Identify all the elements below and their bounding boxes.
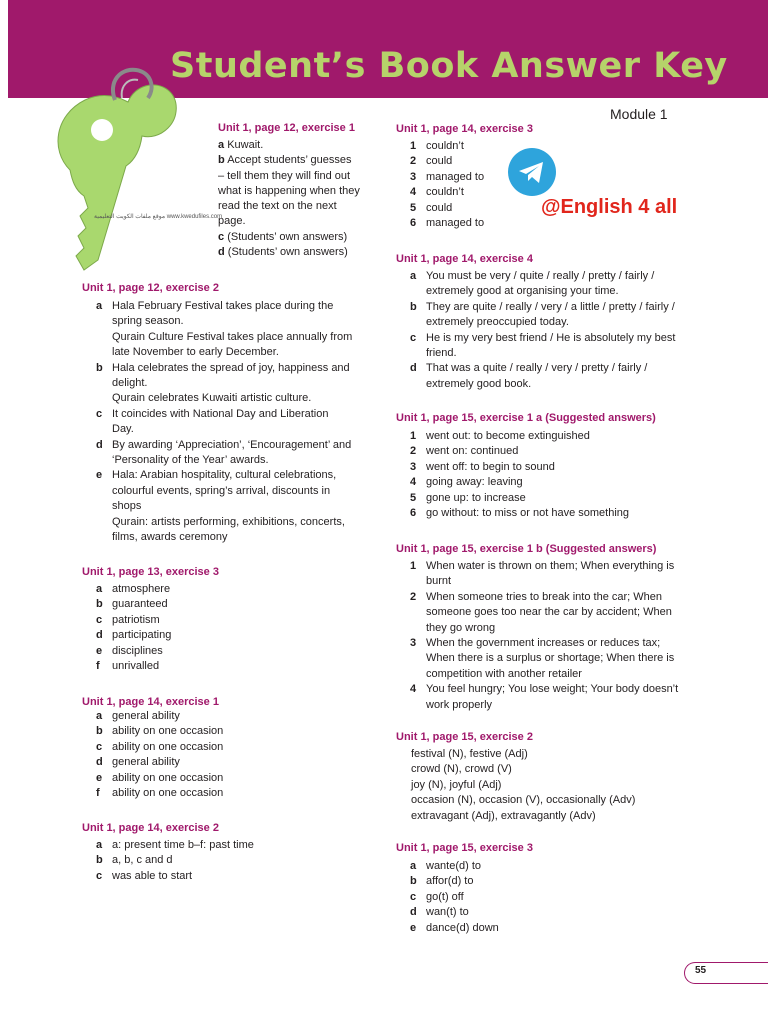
list-item: e disciplines [96, 644, 163, 657]
list-item: a Hala February Festival takes place during the spring season. Qurain Culture Festival takes place annually from late November to early December. [96, 300, 353, 359]
exercise-heading: Unit 1, page 13, exercise 3 [82, 566, 219, 578]
list-item: a You must be very / quite / really / pretty / fairly / extremely good at organising your time. [410, 270, 655, 298]
list-item: a wante(d) to [410, 860, 482, 872]
exercise-heading: Unit 1, page 15, exercise 1 b (Suggested answers) [396, 543, 657, 555]
answer-list [96, 299, 386, 546]
exercise-heading: Unit 1, page 14, exercise 2 [82, 822, 219, 834]
list-item: 6 managed to [410, 217, 485, 230]
answer-list [410, 859, 610, 936]
page-number: 55 [695, 965, 707, 976]
list-item: 1 When water is thrown on them; When everything is burnt [410, 560, 675, 588]
list-item: d general ability [96, 756, 180, 769]
watermark-text: موقع ملفات الكويت التعليمية www.kwedufiles.com [94, 214, 223, 220]
list-item: 2 could [410, 155, 453, 168]
answer-list [410, 269, 710, 392]
answer-list [96, 838, 346, 884]
exercise-heading: Unit 1, page 12, exercise 2 [82, 282, 219, 294]
answer-line: b Accept students’ guesses [218, 154, 352, 167]
list-item: c ability on one occasion [96, 740, 224, 753]
answer-line: a Kuwait. [218, 139, 264, 151]
page-title: Student’s Book Answer Key [170, 46, 728, 86]
exercise-heading: Unit 1, page 15, exercise 2 [396, 731, 533, 743]
list-item: 2 When someone tries to break into the car; When someone goes too near the car by accident; When they go wrong [410, 590, 672, 634]
list-item: e Hala: Arabian hospitality, cultural celebrations, colourful events, spring’s arrival, discounts in shops Qurain: artists performing, exhibitions, concerts, films, awards ceremony [96, 469, 345, 544]
list-item: 4 You feel hungry; You lose weight; Your body doesn’t work properly [410, 683, 679, 711]
exercise-heading: Unit 1, page 14, exercise 3 [396, 123, 533, 135]
list-item: e dance(d) down [410, 921, 499, 934]
exercise-answers [218, 138, 388, 260]
list-item: crowd (N), crowd (V) [411, 763, 512, 776]
key-icon [40, 60, 200, 280]
list-item: b They are quite / really / very / a little / pretty / fairly / extremely preoccupied today. [410, 300, 675, 329]
list-item: b Hala celebrates the spread of joy, happiness and delight. Qurain celebrates Kuwaiti artistic culture. [96, 361, 350, 405]
list-item: d participating [96, 629, 172, 642]
list-item: b affor(d) to [410, 875, 474, 888]
list-item: joy (N), joyful (Adj) [411, 778, 502, 791]
list-item: b guaranteed [96, 598, 168, 611]
list-item: f ability on one occasion [96, 787, 224, 800]
list-item: 3 When the government increases or reduces tax; When there is a surplus or shortage; When there is competition with another retailer [410, 637, 675, 680]
list-item: c It coincides with National Day and Liberation Day. [96, 407, 329, 436]
answer-line: read the text on the next [218, 200, 337, 213]
list-item: extravagant (Adj), extravagantly (Adv) [411, 809, 596, 822]
list-item: 3 managed to [410, 170, 485, 183]
list-item: c He is my very best friend / He is absolutely my best friend. [410, 331, 676, 360]
answer-line: c (Students’ own answers) [218, 230, 348, 243]
list-item: c go(t) off [410, 890, 464, 903]
list-item: a atmosphere [96, 583, 171, 595]
list-item: 1 went out: to become extinguished [410, 430, 590, 442]
module-label: Module 1 [610, 106, 668, 122]
answer-list [410, 559, 710, 713]
exercise-heading: Unit 1, page 14, exercise 4 [396, 253, 533, 265]
answer-list [410, 429, 710, 521]
list-item: 4 couldn’t [410, 186, 464, 199]
list-item: 3 went off: to begin to sound [410, 460, 555, 473]
answer-list [411, 747, 711, 824]
list-item: e ability on one occasion [96, 771, 224, 784]
list-item: 5 could [410, 201, 453, 214]
answer-line: page. [218, 215, 246, 228]
list-item: festival (N), festive (Adj) [411, 748, 528, 760]
answer-line: – tell them they will find out [218, 169, 351, 182]
answer-line: d (Students’ own answers) [218, 246, 348, 259]
list-item: a general ability [96, 710, 180, 722]
promo-text[interactable]: @English 4 all [541, 196, 678, 218]
list-item: a a: present time b–f: past time [96, 839, 254, 851]
list-item: 5 gone up: to increase [410, 491, 526, 504]
list-item: 4 going away: leaving [410, 476, 523, 489]
list-item: d That was a quite / really / very / pretty / fairly / extremely good book. [410, 362, 648, 390]
answer-list [96, 709, 316, 801]
list-item: 6 go without: to miss or not have something [410, 507, 629, 520]
exercise-heading: Unit 1, page 12, exercise 1 [218, 122, 355, 134]
list-item: occasion (N), occasion (V), occasionally (Adv) [411, 794, 636, 807]
list-item: 1 couldn’t [410, 140, 464, 152]
list-item: c patriotism [96, 613, 160, 626]
list-item: 2 went on: continued [410, 445, 519, 458]
answer-list [96, 582, 296, 674]
list-item: d By awarding ‘Appreciation’, ‘Encouragement’ and ‘Personality of the Year’ awards. [96, 438, 352, 467]
list-item: f unrivalled [96, 660, 160, 673]
telegram-icon[interactable] [508, 148, 556, 196]
list-item: b ability on one occasion [96, 725, 224, 738]
answer-line: what is happening when they [218, 184, 360, 197]
list-item: c was able to start [96, 869, 193, 882]
exercise-heading: Unit 1, page 15, exercise 3 [396, 842, 533, 854]
list-item: b a, b, c and d [96, 854, 173, 867]
exercise-heading: Unit 1, page 15, exercise 1 a (Suggested answers) [396, 412, 656, 424]
list-item: d wan(t) to [410, 906, 469, 919]
exercise-heading: Unit 1, page 14, exercise 1 [82, 696, 219, 708]
